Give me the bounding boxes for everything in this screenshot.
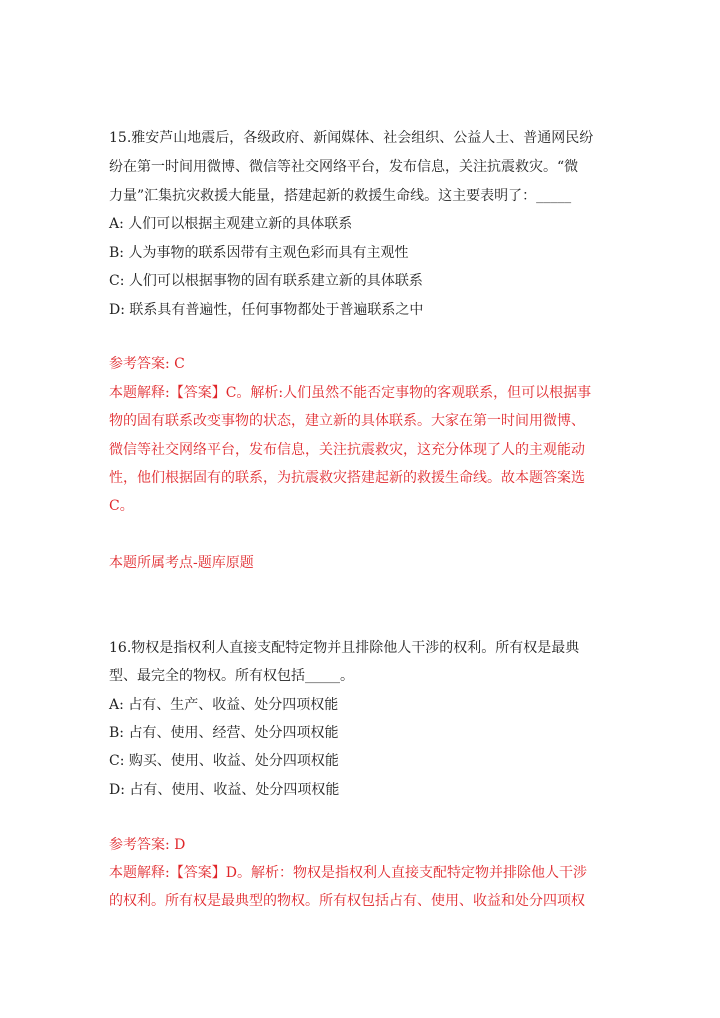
q15-category: 本题所属考点-题库原题 — [109, 555, 254, 571]
q16-option-d: D: 占有、使用、收益、处分四项权能 — [109, 782, 340, 798]
q16-stem-line-2: 型、最完全的物权。所有权包括_____。 — [109, 668, 354, 684]
q15-option-d: D: 联系具有普遍性，任何事物都处于普遍联系之中 — [109, 302, 424, 318]
q16-stem-line-1: 16.物权是指权利人直接支配特定物并且排除他人干涉的权利。所有权是最典 — [109, 640, 580, 656]
q15-stem-line-1: 15.雅安芦山地震后，各级政府、新闻媒体、社会组织、公益人士、普通网民纷 — [109, 130, 594, 146]
q15-explanation-line-2: 物的固有联系改变事物的状态，建立新的具体联系。大家在第一时间用微博、 — [109, 413, 585, 429]
q16-option-b: B: 占有、使用、经营、处分四项权能 — [109, 725, 339, 741]
q15-stem-line-2: 纷在第一时间用微博、微信等社交网络平台，发布信息，关注抗震救灾。“微 — [109, 159, 579, 175]
q15-option-c: C: 人们可以根据事物的固有联系建立新的具体联系 — [109, 273, 423, 289]
q15-answer: 参考答案: C — [109, 356, 185, 372]
q16-explanation-line-1: 本题解释:【答案】D。解析：物权是指权利人直接支配特定物并排除他人干涉 — [109, 865, 587, 881]
q16-option-c: C: 购买、使用、收益、处分四项权能 — [109, 753, 339, 769]
q15-stem-line-3: 力量”汇集抗灾救援大能量，搭建起新的救援生命线。这主要表明了：_____ — [109, 188, 572, 204]
q15-option-a: A: 人们可以根据主观建立新的具体联系 — [109, 216, 353, 232]
q15-explanation-line-3: 微信等社交网络平台，发布信息，关注抗震救灾，这充分体现了人的主观能动 — [109, 442, 585, 458]
q16-option-a: A: 占有、生产、收益、处分四项权能 — [109, 697, 339, 713]
q16-answer: 参考答案: D — [109, 837, 186, 853]
q15-explanation-line-1: 本题解释:【答案】C。解析:人们虽然不能否定事物的客观联系，但可以根据事 — [109, 385, 592, 401]
q15-option-b: B: 人为事物的联系因带有主观色彩而具有主观性 — [109, 245, 409, 261]
q15-explanation-line-4: 性，他们根据固有的联系，为抗震救灾搭建起新的救援生命线。故本题答案选 — [109, 470, 585, 486]
q16-explanation-line-2: 的权利。所有权是最典型的物权。所有权包括占有、使用、收益和处分四项权 — [109, 893, 585, 909]
q15-explanation-line-5: C。 — [109, 498, 134, 514]
